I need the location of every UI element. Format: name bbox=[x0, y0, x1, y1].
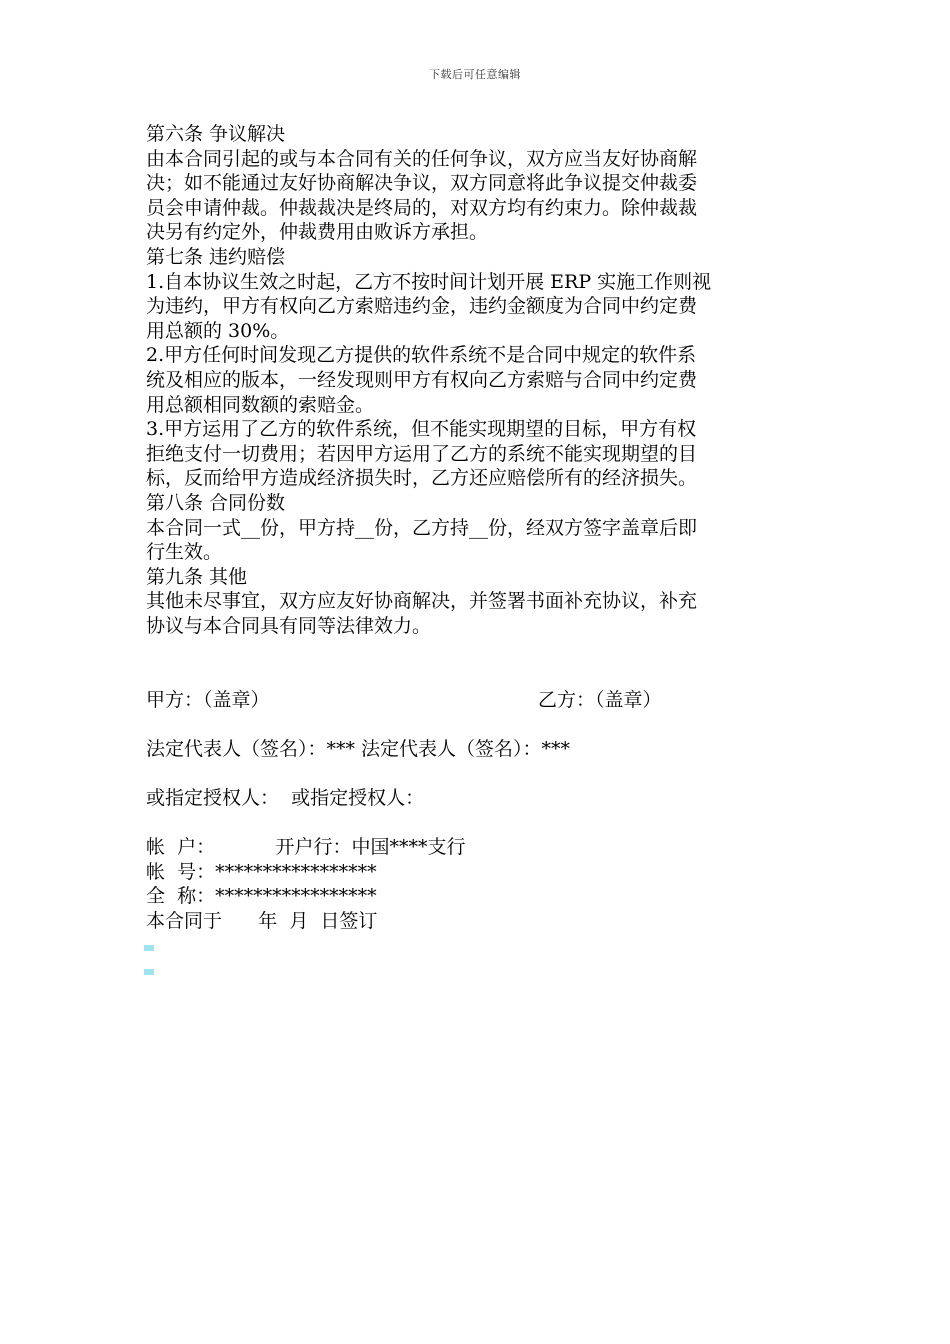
article-6-text-line: 员会申请仲裁。仲裁裁决是终局的，对双方均有约束力。除仲裁裁 bbox=[146, 196, 698, 219]
full-name-line: 全 称：***************** bbox=[146, 885, 377, 908]
article-8-text-line: 本合同一式__份，甲方持__份，乙方持__份，经双方签字盖章后即 bbox=[146, 516, 698, 539]
article-7-item-1-line: 1.自本协议生效之时起，乙方不按时间计划开展 ERP 实施工作则视 bbox=[146, 270, 712, 293]
article-6-text-line: 由本合同引起的或与本合同有关的任何争议，双方应当友好协商解 bbox=[146, 147, 698, 170]
highlight-marker bbox=[144, 945, 154, 951]
article-6-title: 第六条 争议解决 bbox=[146, 123, 286, 145]
party-a-stamp: 甲方：（盖章） bbox=[146, 688, 270, 711]
article-8-title: 第八条 合同份数 bbox=[146, 491, 286, 514]
article-7-item-3-line: 拒绝支付一切费用；若因甲方运用了乙方的系统不能实现期望的目 bbox=[146, 442, 698, 465]
article-6-text-line: 决；如不能通过友好协商解决争议，双方同意将此争议提交仲裁委 bbox=[146, 172, 698, 195]
signing-date-line: 本合同于 年 月 日签订 bbox=[146, 910, 378, 932]
highlight-marker bbox=[144, 969, 154, 975]
header-note: 下载后可任意编辑 bbox=[429, 68, 521, 81]
article-7-item-2-line: 2.甲方任何时间发现乙方提供的软件系统不是合同中规定的软件系 bbox=[146, 344, 697, 367]
article-6-text-line: 决另有约定外，仲裁费用由败诉方承担。 bbox=[146, 221, 489, 244]
article-9-text-line: 协议与本合同具有同等法律效力。 bbox=[146, 614, 432, 637]
legal-representative-line: 法定代表人（签名）：*** 法定代表人（签名）：*** bbox=[146, 737, 571, 760]
authorized-person-line: 或指定授权人： 或指定授权人： bbox=[146, 787, 425, 810]
article-7-item-1-line: 为违约，甲方有权向乙方索赔违约金，违约金额度为合同中约定费 bbox=[146, 295, 698, 318]
article-9-title: 第九条 其他 bbox=[146, 565, 248, 588]
article-7-item-2-line: 用总额相同数额的索赔金。 bbox=[146, 393, 375, 416]
article-7-title: 第七条 违约赔偿 bbox=[146, 245, 286, 268]
account-number-line: 帐 号：***************** bbox=[146, 860, 377, 883]
article-7-item-3-line: 3.甲方运用了乙方的软件系统，但不能实现期望的目标，甲方有权 bbox=[146, 418, 697, 441]
article-7-item-2-line: 统及相应的版本，一经发现则甲方有权向乙方索赔与合同中约定费 bbox=[146, 368, 698, 391]
party-b-stamp: 乙方：（盖章） bbox=[538, 688, 662, 711]
party-stamp-row bbox=[146, 688, 810, 713]
article-7-item-1-line: 用总额的 30%。 bbox=[146, 319, 290, 342]
contract-body bbox=[146, 122, 810, 934]
article-9-text-line: 其他未尽事宜，双方应友好协商解决，并签署书面补充协议，补充 bbox=[146, 590, 698, 613]
article-7-item-3-line: 标，反而给甲方造成经济损失时，乙方还应赔偿所有的经济损失。 bbox=[146, 467, 698, 490]
article-8-text-line: 行生效。 bbox=[146, 541, 223, 564]
account-holder-line: 帐 户： 开户行：中国****支行 bbox=[146, 836, 466, 859]
